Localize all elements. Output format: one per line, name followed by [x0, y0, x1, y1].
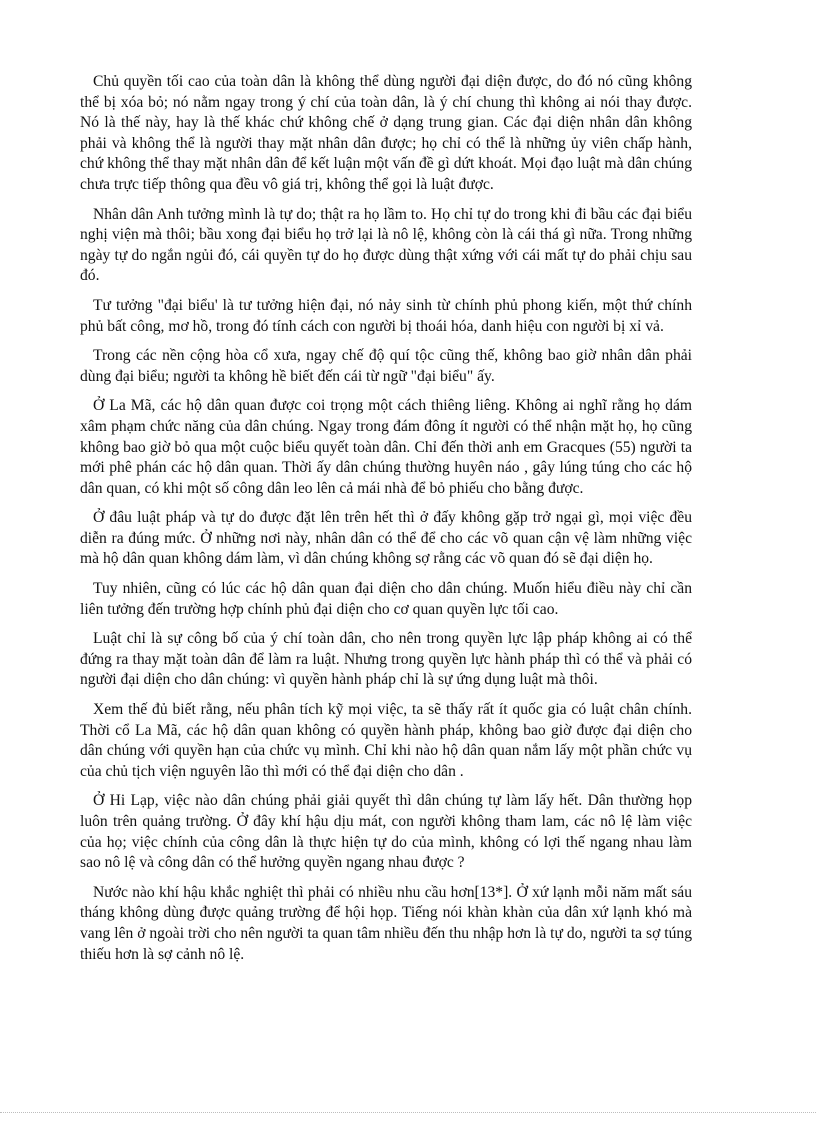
paragraph: Nhân dân Anh tưởng mình là tự do; thật ra họ lầm to. Họ chỉ tự do trong khi đi bầu các đại biểu nghị viện mà thôi; bầu xong đại biểu họ trở lại là nô lệ, không còn là cái thá gì nữa. Trong những ngày tự do ngắn ngủi đó, cái quyền tự do họ được dùng thật xứng với cái mất tự do phải chịu sau đó.: [80, 205, 692, 285]
paragraph: Ở đâu luật pháp và tự do được đặt lên trên hết thì ở đấy không gặp trở ngại gì, mọi việc đều diễn ra đúng mức. Ở những nơi này, nhân dân có thể để cho các võ quan cận vệ làm những việc mà hộ dân quan không dám làm, vì dân chúng không sợ rằng các võ quan đó sẽ đại diện họ.: [80, 509, 692, 568]
paragraph: Luật chỉ là sự công bố của ý chí toàn dân, cho nên trong quyền lực lập pháp không ai có thể đứng ra thay mặt toàn dân để làm ra luật. Nhưng trong quyền lực hành pháp thì có thể và phải có người đại diện cho dân chúng: vì quyền hành pháp chỉ là sự ứng dụng luật mà thôi.: [80, 630, 692, 689]
paragraph: Ở Hi Lạp, việc nào dân chúng phải giải quyết thì dân chúng tự làm lấy hết. Dân thường họp luôn trên quảng trường. Ở đây khí hậu dịu mát, con người không tham lam, các nô lệ làm việc của họ; việc chính của công dân là thực hiện tự do của mình, không có lợi thế ngang nhau làm sao nô lệ và công dân có thể hưởng quyền ngang nhau được ?: [80, 792, 692, 872]
paragraph: Xem thế đủ biết rằng, nếu phân tích kỹ mọi việc, ta sẽ thấy rất ít quốc gia có luật chân chính. Thời cổ La Mã, các hộ dân quan không có quyền hành pháp, không bao giờ được đại diện cho dân chúng với quyền hạn của chức vụ mình. Chỉ khi nào hộ dân quan nắm lấy một phần chức vụ của chủ tịch viện nguyên lão thì mới có thể đại diện cho dân .: [80, 701, 692, 780]
paragraph: Chủ quyền tối cao của toàn dân là không thể dùng người đại diện được, do đó nó cũng không thể bị xóa bỏ; nó nằm ngay trong ý chí của toàn dân, là ý chí chung thì không ai nói thay được. Nó là thế này, hay là thế khác chứ không chế ở dạng trung gian. Các đại diện nhân dân không phải và không thể là người thay mặt nhân dân được; họ chỉ có thể là những ủy viên chấp hành, chứ không thể thay mặt nhân dân để kết luận một vấn đề gì dứt khoát. Mọi đạo luật mà dân chúng chưa trực tiếp thông qua đều vô giá trị, không thể gọi là luật được.: [80, 73, 692, 193]
page-bottom-divider: [0, 1112, 816, 1113]
paragraph: Nước nào khí hậu khắc nghiệt thì phải có nhiều nhu cầu hơn[13*]. Ở xứ lạnh mỗi năm mất sáu tháng không dùng được quảng trường để hội họp. Tiếng nói khàn khàn của dân xứ lạnh khó mà vang lên ở ngoài trời cho nên người ta quan tâm nhiều đến thu nhập hơn là tự do, người ta sợ túng thiếu hơn là sợ cảnh nô lệ.: [80, 883, 692, 963]
paragraph: Tuy nhiên, cũng có lúc các hộ dân quan đại diện cho dân chúng. Muốn hiểu điều này chỉ cần liên tưởng đến trường hợp chính phủ đại diện cho cơ quan quyền lực tối cao.: [80, 580, 692, 618]
paragraph: Ở La Mã, các hộ dân quan được coi trọng một cách thiêng liêng. Không ai nghĩ rằng họ dám xâm phạm chức năng của dân chúng. Ngay trong đám đông ít người có thể nhận mặt họ, họ cũng không bao giờ bỏ qua một cuộc biểu quyết toàn dân. Chỉ đến thời anh em Gracques (55) người ta mới phê phán các hộ dân quan. Thời ấy dân chúng thường huyên náo , gây lúng túng cho các hộ dân quan, có khi một số công dân leo lên cả mái nhà để bỏ phiếu cho bằng được.: [80, 397, 692, 497]
paragraph: Tư tưởng "đại biểu' là tư tưởng hiện đại, nó nảy sinh từ chính phủ phong kiến, một thứ chính phủ bất công, mơ hồ, trong đó tính cách con người bị thoái hóa, danh hiệu con người bị xỉ vả.: [80, 296, 692, 335]
paragraph: Trong các nền cộng hòa cổ xưa, ngay chế độ quí tộc cũng thế, không bao giờ nhân dân phải dùng đại biểu; người ta không hề biết đến cái từ ngữ "đại biểu" ấy.: [80, 347, 692, 385]
document-page: [80, 72, 692, 974]
